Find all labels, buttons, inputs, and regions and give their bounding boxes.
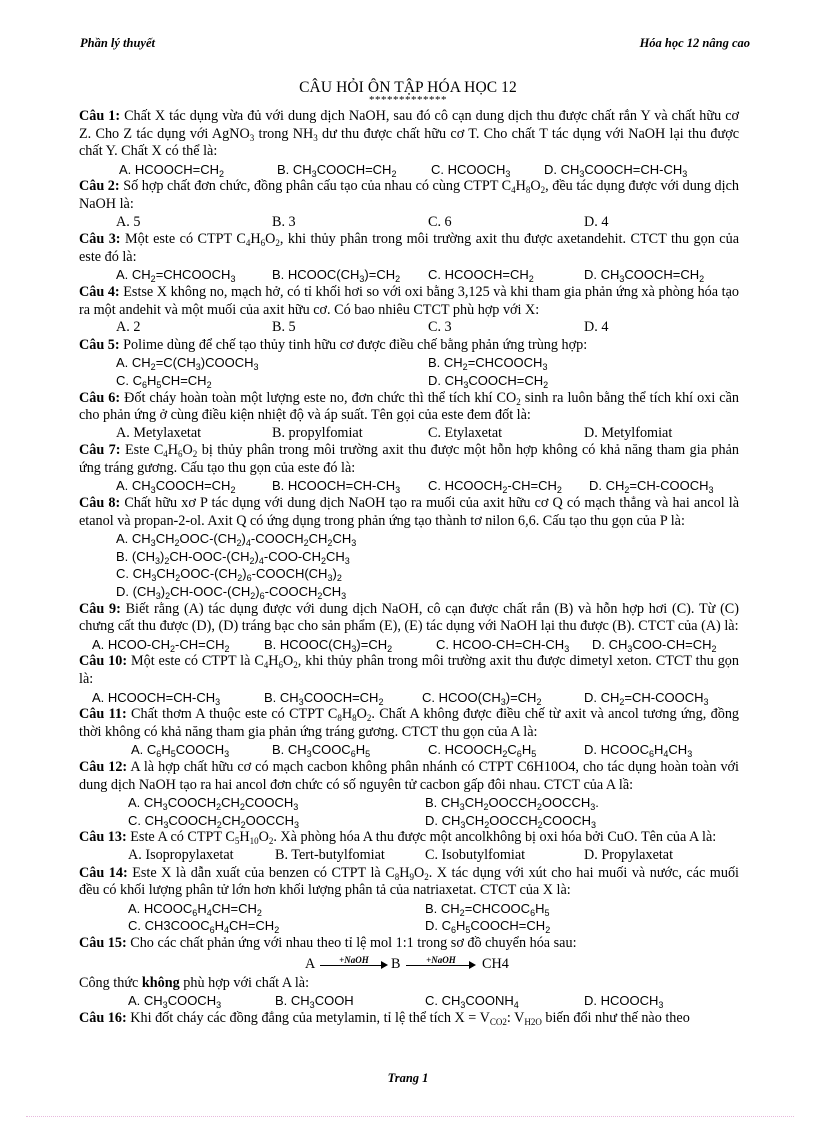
question-label: Câu 12: [79,758,128,775]
option-c: C. Isobutylfomiat [425,846,526,863]
answer-options [79,917,739,935]
emphasis-keyword: không [141,974,180,991]
option-b: B. Tert-butylfomiat [275,846,385,863]
answer-options [79,425,739,443]
question-text: Este $C_4H_6O_2$ bị thủy phân trong môi trường axit thu được một hỗn hợp không có khả năng tham gia phản ứng tráng gương. Cấu tạo thu gọn của este đó là: [79,442,739,476]
option-a: A. HCOO-$CH_2-CH=CH_2$ [92,636,230,654]
option-c: C. HCOO-$CH=CH-CH_3$ [436,636,570,654]
option-d: D. $HCOOC_6H_4CH_3$ [584,742,693,760]
intermediate-b: B [391,955,401,972]
option-a: A. $HCOOCH=CH-CH_3$ [92,689,221,707]
option-a: A. $CH_2=CHCOOCH_3$ [116,267,236,285]
question-label: Câu 2: [79,178,120,195]
reactant-a: A [305,955,316,972]
arrow-reagent-label: +NaOH [339,954,369,965]
question-12 [79,759,739,794]
option-d: D. $CH_2=CH-COOCH_3$ [584,689,709,707]
question-10 [79,653,739,688]
option-a: A. $HCOOCH=CH_2$ [119,161,225,179]
reaction-arrow-1 [320,953,388,973]
option-d: D. Propylaxetat [584,846,674,863]
question-2 [79,178,739,213]
question-label: Câu 4: [79,283,120,300]
question-label: Câu 13: [79,829,127,846]
option-d: D. Metylfomiat [584,424,673,441]
option-c: C. $CH_3COOCH_2CH_2OOCCH_3$ [128,812,300,830]
option-b: B. $CH_3COOCH=CH_2$ [264,689,384,707]
arrow-head-icon [381,961,388,969]
option-d: D. $C_6H_5COOCH=CH_2$ [425,918,551,936]
option-a: A. $CH_2=C(CH_3)COOCH_3$ [116,355,259,373]
question-text: Estse X không no, mạch hở, có tỉ khối hơi so với oxi bằng 3,125 và khi tham gia phản ứng xà phòng hóa tạo ra một andehit và một muối của axit hữu cơ. Có bao nhiêu CTCT phù hợp với X: [79,283,739,318]
answer-options [79,214,739,232]
option-a: A. $CH_3COOCH_3$ [128,993,222,1011]
option-d: D. $CH_3COOCH=CH-CH_3$ [544,161,688,179]
option-a: A. $CH_3COOCH=CH_2$ [116,478,236,496]
question-label: Câu 15: [79,934,127,951]
reaction-arrow-2 [406,953,476,973]
option-d: D. $CH_3COOCH=CH_2$ [428,372,549,390]
prompt-text: Công thức [79,974,142,991]
question-label: Câu 14: [79,864,128,881]
question-text: Este A có CTPT $C_5H_{10}O_2$. Xà phòng hóa A thu được một ancolkhông bị oxi hóa bởi CuO. Tên của A là: [126,829,717,847]
question-15-prompt [79,975,739,993]
option-d: D. $CH_3COO-CH=CH_2$ [592,636,717,654]
option-b: B. $(CH_3)_2CH-OOC-(CH_2)_4-COO-CH_2CH_3$ [116,548,350,566]
option-c: C. $CH3COOC_6H_4CH=CH_2$ [128,918,280,936]
option-d: D. 4 [584,213,609,230]
option-b: B. $CH_3CH_2OOCCH_2OOCCH_3$. [425,795,599,813]
question-label: Câu 6: [79,389,121,406]
question-text: Chất thơm A thuộc este có CTPT $C_8H_8O_2$. Chất A không được điều chế từ axit và ancol tương ứng, đồng thời không có khả năng tham gia phản ứng tráng gương. CTCT thu gọn của A là: [79,706,740,740]
option-d: D. $(CH_3)_2CH-OOC-(CH_2)_6-COOCH_2CH_3$ [116,584,347,602]
question-text: Chất X tác dụng vừa đủ với dung dịch NaOH, sau đó cô cạn dung dịch thu được chất rắn Y và chất hữu cơ Z. Cho Z tác dụng với AgNO$_3$ trong $NH_3$ dư thu được chất hữu cơ T. Cho chất T tác dụng với NaOH lại thu được chất Y. Chất X có thể là: [79,108,739,160]
answer-options [79,636,739,654]
answer-options [79,565,739,583]
question-label: Câu 9: [79,600,121,617]
question-11 [79,706,739,741]
question-label: Câu 5: [79,336,120,353]
option-c: C. $CH_3COONH_4$ [425,993,519,1011]
answer-options [79,992,739,1010]
arrow-head-icon [469,961,476,969]
question-text: Este X là dẫn xuất của benzen có CTPT là $C_8H_9O_2$. X tác dụng với xút cho hai muối và nước, các muối đều có khối lượng phân tử lớn hơn khối lượng phân tả của natriaxetat. CTCT của X là: [79,864,739,899]
question-15 [79,935,739,953]
reaction-scheme [79,953,739,975]
option-d: D. $HCOOCH_3$ [584,993,664,1011]
question-text: Cho các chất phản ứng với nhau theo tỉ lệ mol 1:1 trong sơ đồ chuyển hóa sau: [126,934,577,951]
answer-options [79,689,739,707]
question-text: Đốt cháy hoàn toàn một lượng este no, đơn chức thì thể tích khí $CO_2$ sinh ra luôn bằng thể tích khí oxi cần cho phản ứng ở cùng điều kiện nhiệt độ và áp suất. Tên gọi của este đem đốt là: [79,389,739,424]
option-a: A. $C_6H_5COOCH_3$ [131,742,230,760]
question-label: Câu 8: [79,495,121,512]
option-d: D. 4 [584,319,609,336]
page-boundary-divider [26,1116,794,1117]
question-label: Câu 16: [79,1009,127,1026]
document-title: CÂU HỎI ÔN TẬP HÓA HỌC 12 [299,79,517,96]
prompt-text: phù hợp với chất A là: [179,974,310,991]
question-text: Biết rằng (A) tác dụng được với dung dịch NaOH, cô cạn được chất rắn (B) và hỗn hợp hơi (C). Từ (C) chưng cất thu được (D), (D) tráng bạc cho sản phẩm (E), (E) tác dụng với NaOH lại thu được (B). CTCT của (A) là: [79,600,739,635]
option-c: C. $C_6H_5CH=CH_2$ [116,372,212,390]
question-label: Câu 11: [79,706,127,723]
question-list [79,108,739,1027]
arrow-reagent-label: +NaOH [426,954,456,965]
title-decoration: ************* [369,94,447,106]
question-13 [79,829,739,847]
option-c: C. $HCOOCH_2C_6H_5$ [428,742,537,760]
arrow-shaft [320,965,382,966]
question-label: Câu 1: [79,108,121,124]
arrow-shaft [406,965,470,966]
answer-options [79,161,739,179]
answer-options [79,847,739,865]
answer-options [79,812,739,830]
question-text: Một este có CTPT là $C_4H_6O_2$, khi thủy phân trong môi trường axit thu được dimetyl xeton. CTCT thu gọn là: [79,653,739,687]
question-1 [79,108,739,161]
question-3 [79,231,739,266]
option-b: B. $HCOOC(CH_3)=CH_2$ [272,267,401,285]
answer-options [79,266,739,284]
question-6 [79,390,739,425]
option-a: A. $HCOOC_6H_4CH=CH_2$ [128,900,262,918]
option-b: B. $CH_2=CHCOOCH_3$ [428,355,548,373]
option-a: A. 2 [116,319,141,336]
option-b: B. $CH_3COOCH=CH_2$ [277,161,397,179]
question-text: Polime dùng để chế tạo thủy tinh hữu cơ được điều chế bằng phản ứng trùng hợp: [119,336,588,353]
option-a: A. $CH_3CH_2OOC-(CH_2)_4-COOCH_2CH_2CH_3$ [116,531,357,549]
option-b: B. $HCOOCH=CH-CH_3$ [272,478,401,496]
option-b: B. $CH_3COOH$ [275,993,354,1011]
answer-options [79,583,739,601]
answer-options [79,319,739,337]
option-b: B. $CH_3COOC_6H_5$ [272,742,371,760]
option-c: C. 6 [428,213,452,230]
question-9 [79,601,739,636]
option-a: A. $CH_3COOCH_2CH_2COOCH_3$ [128,795,299,813]
option-c: C. 3 [428,319,452,336]
answer-options [79,477,739,495]
option-b: B. propylfomiat [272,424,363,441]
option-d: D. $CH_3COOCH=CH_2$ [584,267,705,285]
option-a: A. 5 [116,213,141,230]
option-c: C. $HCOOCH=CH_2$ [428,267,534,285]
question-label: Câu 7: [79,442,121,459]
option-a: A. Metylaxetat [116,424,202,441]
page-header [80,36,750,54]
option-c: C. $HCOO(CH_3)=CH_2$ [422,689,542,707]
answer-options [79,372,739,390]
question-7 [79,442,739,477]
answer-options [79,548,739,566]
header-course-label: Hóa học 12 nâng cao [639,36,750,50]
answer-options [79,530,739,548]
page-number: Trang 1 [387,1071,429,1085]
answer-options [79,794,739,812]
option-d: D. $CH_3CH_2OOCCH_2COOCH_3$ [425,812,597,830]
question-4 [79,284,739,319]
option-d: D. $CH_2=CH-COOCH_3$ [589,478,714,496]
option-c: C. $HCOOCH_2-CH=CH_2$ [428,478,562,496]
question-text: A là hợp chất hữu cơ có mạch cacbon không phân nhánh có CTPT C6H10O4, cho tác dụng hoàn toàn với dung dịch NaOH tạo ra hai ancol đơn chức có số nguyên tử cacbon gấp đôi nhau. CTCT của A lầ: [79,758,739,793]
product-ch4: CH4 [482,955,509,972]
question-text: Chất hữu xơ P tác dụng với dung dịch NaOH tạo ra muối của axit hữu cơ Q có mạch thẳng và hai ancol là etanol và propan-2-ol. Axit Q có ứng dụng trong phản ứng tạo thành tơ nilon 6,6. Cấu tạo thu gọn của P là: [79,495,739,529]
question-text: Một este có CTPT $C_4H_6O_2$, khi thủy phân trong môi trường axit thu được axetandehit. CTCT thu gọn của este đó là: [79,231,739,265]
answer-options [79,741,739,759]
question-16 [79,1010,739,1028]
option-a: A. Isopropylaxetat [128,846,234,863]
question-14 [79,865,739,900]
option-b: B. 5 [272,319,296,336]
option-c: C. $CH_3CH_2OOC-(CH_2)_6-COOCH(CH_3)_2$ [116,566,342,584]
option-c: C. $HCOOCH_3$ [431,161,511,179]
question-label: Câu 10: [79,653,128,670]
answer-options [79,900,739,918]
option-c: C. Etylaxetat [428,424,503,441]
question-text: Khi đốt cháy các đồng đẳng của metylamin, tỉ lệ thể tích $X = V_{CO2}$: $V_{H2O}$ biến đổi như thế nào theo [126,1009,690,1027]
question-text: Số hợp chất đơn chức, đồng phân cấu tạo của nhau có cùng CTPT $C_4H_8O_2$, đều tác dụng được với dung dịch NaOH là: [79,178,739,212]
option-b: B. $CH_2=CHCOOC_6H_5$ [425,900,550,918]
answer-options [79,354,739,372]
question-label: Câu 3: [79,231,121,248]
option-b: B. $HCOOC(CH_3)=CH_2$ [264,636,393,654]
header-section-label: Phần lý thuyết [80,36,156,50]
question-5 [79,337,739,355]
option-b: B. 3 [272,213,296,230]
question-8 [79,495,739,530]
